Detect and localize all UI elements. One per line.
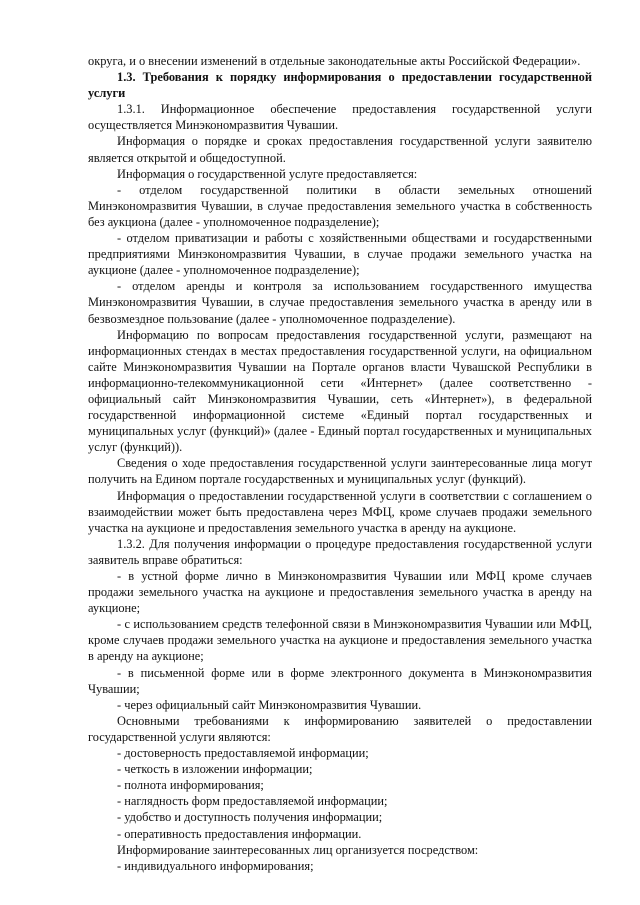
list-item: - через официальный сайт Минэкономразвития Чувашии.: [117, 697, 422, 712]
paragraph: 1.3.1. Информационное обеспечение предоставления государственной услуги осуществляется Минэкономразвития Чувашии.: [88, 102, 592, 133]
list-item: - отделом приватизации и работы с хозяйственными обществами и государственными предприятиями Минэкономразвития Чувашии, в случае продажи земельного участка на аукционе (далее - уполномоченное подразделение);: [88, 231, 592, 278]
section-heading: 1.3. Требования к порядку информирования о предоставлении государственной услуги: [88, 70, 592, 101]
list-item: - в письменной форме или в форме электронного документа в Минэкономразвития Чувашии;: [88, 665, 592, 696]
document-page: [88, 53, 592, 874]
paragraph: Сведения о ходе предоставления государственной услуги заинтересованные лица могут получить на Едином портале государственных и муниципальных услуг (функций).: [88, 456, 592, 487]
list-item: - оперативность предоставления информации.: [117, 826, 362, 841]
paragraph-continuation: округа, и о внесении изменений в отдельные законодательные акты Российской Федерации».: [88, 54, 581, 68]
paragraph: Информация о предоставлении государственной услуги в соответствии с соглашением о взаимодействии может быть предоставлена через МФЦ, кроме случаев продажи земельного участка на аукционе и предоставления земельного участка в аренду на аукционе.: [88, 488, 592, 535]
list-item: - отделом аренды и контроля за использованием государственного имущества Минэкономразвития Чувашии, в случае предоставления земельного участка в аренду или в безвозмездное пользование (далее - уполномоченное подразделение).: [88, 279, 592, 326]
list-item: - с использованием средств телефонной связи в Минэкономразвития Чувашии или МФЦ, кроме случаев продажи земельного участка на аукционе и предоставления земельного участка в аренду на аукционе;: [88, 617, 592, 664]
paragraph: Информация о государственной услуге предоставляется:: [117, 166, 418, 181]
list-item: - наглядность форм предоставляемой информации;: [117, 794, 388, 809]
paragraph: Информация о порядке и сроках предоставления государственной услуги заявителю является открытой и общедоступной.: [88, 134, 592, 165]
paragraph: Информацию по вопросам предоставления государственной услуги, размещают на информационных стендах в местах предоставления государственной услуги, на официальном сайте Минэкономразвития Чувашии на Портале органов власти Чувашской Республики в информационно-телекоммуникационной сети «Интернет» (далее соответственно - официальный сайт Минэкономразвития Чувашии, сеть «Интернет»), в федеральной государственной информационной системе «Единый портал государственных и муниципальных услуг (функций)» (далее - Единый портал государственных и муниципальных услуг (функций)).: [88, 327, 592, 455]
list-item: - удобство и доступность получения информации;: [117, 810, 383, 825]
list-item: - отделом государственной политики в области земельных отношений Минэкономразвития Чувашии, в случае предоставления земельного участка в собственность без аукциона (далее - уполномоченное подразделение);: [88, 182, 592, 229]
paragraph: Информирование заинтересованных лиц организуется посредством:: [117, 842, 479, 857]
list-item: - в устной форме лично в Минэкономразвития Чувашии или МФЦ кроме случаев продажи земельного участка на аукционе и предоставления земельного участка в аренду на аукционе;: [88, 569, 592, 616]
list-item: - полнота информирования;: [117, 778, 264, 793]
list-item: - индивидуального информирования;: [117, 858, 314, 873]
list-item: - четкость в изложении информации;: [117, 762, 313, 777]
paragraph: 1.3.2. Для получения информации о процедуре предоставления государственной услуги заявитель вправе обратиться:: [88, 536, 592, 567]
paragraph: Основными требованиями к информированию заявителей о предоставлении государственной услуги являются:: [88, 713, 592, 744]
list-item: - достоверность предоставляемой информации;: [117, 746, 369, 761]
